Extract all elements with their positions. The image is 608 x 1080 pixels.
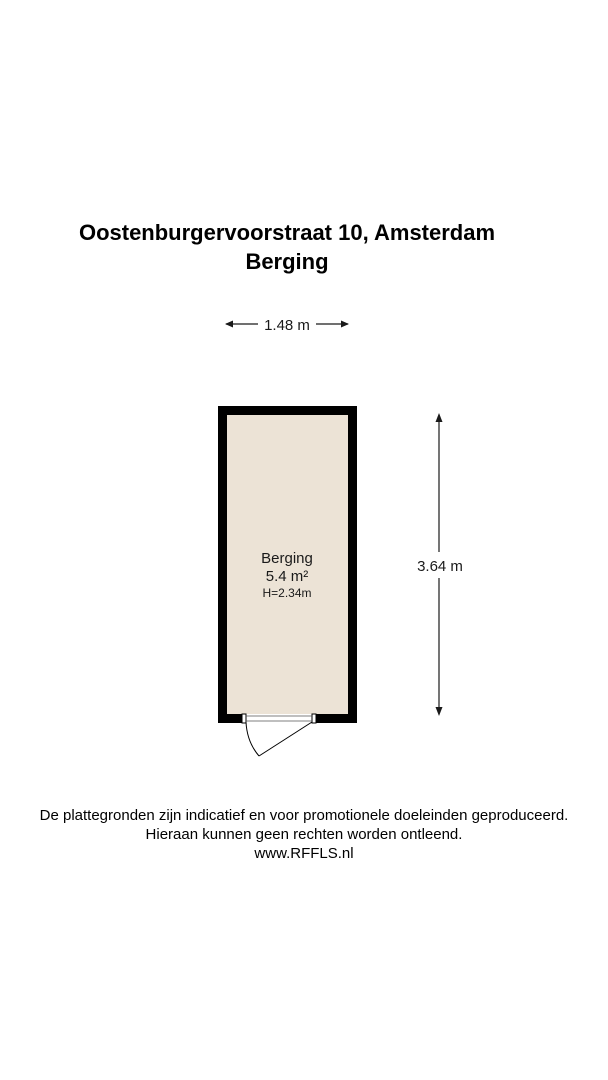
disclaimer-text: De plattegronden zijn indicatief en voor promotionele doeleinden geproduceerd. <box>39 807 569 824</box>
depth-arrow-bottom <box>436 707 443 716</box>
room-height: H=2.34m <box>262 586 312 600</box>
width-arrow-left <box>225 321 233 328</box>
door-swing-arc <box>246 722 259 756</box>
depth-label: 3.64 m <box>417 558 463 575</box>
door-swing <box>246 722 312 756</box>
website-link[interactable]: www.RFFLS.nl <box>254 845 354 862</box>
door-jamb-left <box>242 714 246 723</box>
floor-title: Berging <box>245 249 329 274</box>
room-berging <box>218 406 357 756</box>
door-opening <box>242 714 316 723</box>
address-title: Oostenburgervoorstraat 10, Amsterdam <box>78 220 496 245</box>
door-jamb-right <box>312 714 316 723</box>
depth-arrow-top <box>436 413 443 422</box>
width-label: 1.48 m <box>264 317 310 334</box>
room-area: 5.4 m² <box>265 568 309 585</box>
door-leaf <box>259 722 312 756</box>
disclaimer-text-2: Hieraan kunnen geen rechten worden ontleend. <box>145 826 463 843</box>
depth-dimension <box>417 413 463 716</box>
room-name: Berging <box>261 550 313 567</box>
width-arrow-right <box>341 321 349 328</box>
width-dimension <box>225 317 349 334</box>
